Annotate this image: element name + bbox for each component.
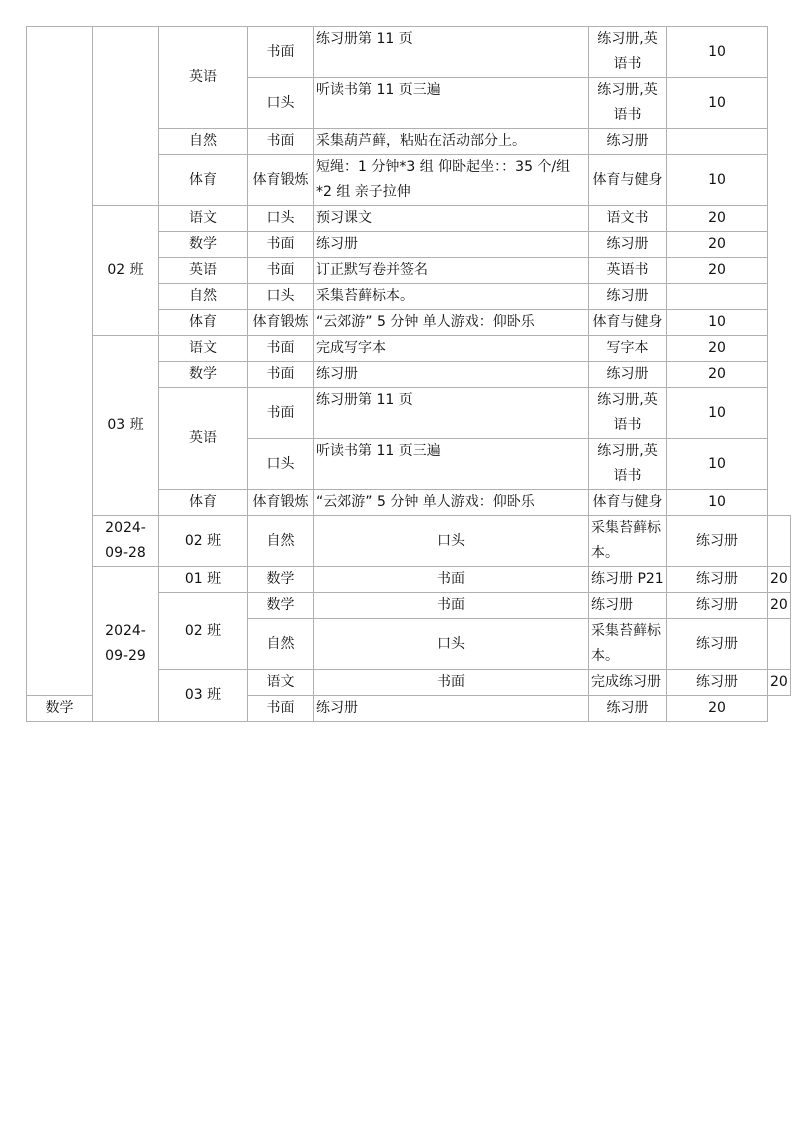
minutes-cell: 10 xyxy=(667,439,768,490)
minutes-cell: 20 xyxy=(667,206,768,232)
subject-cell: 英语 xyxy=(159,388,248,490)
date-cell: 2024-09-28 xyxy=(93,516,159,567)
minutes-cell: 20 xyxy=(667,362,768,388)
minutes-cell: 10 xyxy=(667,155,768,206)
table-row xyxy=(27,27,791,78)
type-cell: 口头 xyxy=(248,78,314,129)
subject-cell: 数学 xyxy=(248,593,314,619)
minutes-cell: 20 xyxy=(768,670,791,696)
homework-table xyxy=(26,26,791,722)
task-cell: 采集葫芦藓，粘贴在活动部分上。 xyxy=(314,129,589,155)
task-cell: 练习册 xyxy=(314,696,589,722)
material-cell: 练习册 xyxy=(667,670,768,696)
type-cell: 体育锻炼 xyxy=(248,310,314,336)
task-cell: 练习册 xyxy=(589,593,667,619)
type-cell: 口头 xyxy=(248,439,314,490)
type-cell: 口头 xyxy=(314,619,589,670)
subject-cell: 自然 xyxy=(248,619,314,670)
table-row xyxy=(27,336,791,362)
material-cell: 练习册 xyxy=(667,619,768,670)
material-cell: 练习册,英语书 xyxy=(589,388,667,439)
task-cell: 短绳：1 分钟*3 组 仰卧起坐：：35 个/组*2 组 亲子拉伸 xyxy=(314,155,589,206)
subject-cell: 语文 xyxy=(248,670,314,696)
material-cell: 英语书 xyxy=(589,258,667,284)
type-cell: 书面 xyxy=(314,670,589,696)
minutes-cell: 20 xyxy=(667,696,768,722)
task-cell: 练习册第 11 页 xyxy=(314,388,589,439)
class-cell xyxy=(93,27,159,206)
material-cell: 练习册 xyxy=(589,232,667,258)
minutes-cell: 10 xyxy=(667,490,768,516)
minutes-cell: 20 xyxy=(768,593,791,619)
task-cell: “云郊游” 5 分钟 单人游戏：仰卧乐 xyxy=(314,490,589,516)
minutes-cell: 20 xyxy=(667,258,768,284)
class-cell: 02 班 xyxy=(159,516,248,567)
task-cell: 听读书第 11 页三遍 xyxy=(314,439,589,490)
type-cell: 书面 xyxy=(248,388,314,439)
class-cell: 01 班 xyxy=(159,567,248,593)
task-cell: 练习册 P21 xyxy=(589,567,667,593)
task-cell: 练习册第 11 页 xyxy=(314,27,589,78)
type-cell: 书面 xyxy=(248,258,314,284)
task-cell: 订正默写卷并签名 xyxy=(314,258,589,284)
minutes-cell: 10 xyxy=(667,310,768,336)
task-cell: 采集苔藓标本。 xyxy=(314,284,589,310)
class-cell: 02 班 xyxy=(93,206,159,336)
material-cell: 练习册 xyxy=(667,593,768,619)
task-cell: 完成写字本 xyxy=(314,336,589,362)
material-cell: 练习册 xyxy=(589,696,667,722)
task-cell: “云郊游” 5 分钟 单人游戏：仰卧乐 xyxy=(314,310,589,336)
material-cell: 语文书 xyxy=(589,206,667,232)
subject-cell: 自然 xyxy=(248,516,314,567)
subject-cell: 自然 xyxy=(159,129,248,155)
class-cell: 03 班 xyxy=(159,670,248,722)
table-row xyxy=(27,567,791,593)
task-cell: 练习册 xyxy=(314,362,589,388)
task-cell: 完成练习册 xyxy=(589,670,667,696)
subject-cell: 英语 xyxy=(159,258,248,284)
material-cell: 练习册,英语书 xyxy=(589,27,667,78)
minutes-cell: 10 xyxy=(667,78,768,129)
subject-cell: 语文 xyxy=(159,206,248,232)
subject-cell: 体育 xyxy=(159,310,248,336)
type-cell: 书面 xyxy=(314,593,589,619)
subject-cell: 体育 xyxy=(159,155,248,206)
type-cell: 书面 xyxy=(248,336,314,362)
minutes-cell xyxy=(667,129,768,155)
type-cell: 口头 xyxy=(248,284,314,310)
material-cell: 练习册 xyxy=(589,129,667,155)
material-cell: 写字本 xyxy=(589,336,667,362)
subject-cell: 数学 xyxy=(159,362,248,388)
minutes-cell: 20 xyxy=(667,336,768,362)
minutes-cell xyxy=(768,619,791,670)
subject-cell: 英语 xyxy=(159,27,248,129)
material-cell: 体育与健身 xyxy=(589,490,667,516)
type-cell: 书面 xyxy=(248,362,314,388)
table-row xyxy=(27,516,791,567)
subject-cell: 数学 xyxy=(248,567,314,593)
material-cell: 练习册 xyxy=(667,516,768,567)
task-cell: 预习课文 xyxy=(314,206,589,232)
minutes-cell: 20 xyxy=(667,232,768,258)
subject-cell: 数学 xyxy=(27,696,93,722)
material-cell: 练习册,英语书 xyxy=(589,78,667,129)
task-cell: 采集苔藓标本。 xyxy=(589,619,667,670)
minutes-cell: 10 xyxy=(667,27,768,78)
type-cell: 体育锻炼 xyxy=(248,490,314,516)
date-cell: 2024-09-29 xyxy=(93,567,159,722)
subject-cell: 数学 xyxy=(159,232,248,258)
material-cell: 练习册 xyxy=(589,362,667,388)
task-cell: 练习册 xyxy=(314,232,589,258)
subject-cell: 自然 xyxy=(159,284,248,310)
subject-cell: 语文 xyxy=(159,336,248,362)
material-cell: 体育与健身 xyxy=(589,155,667,206)
minutes-cell xyxy=(667,284,768,310)
class-cell: 02 班 xyxy=(159,593,248,670)
type-cell: 书面 xyxy=(248,696,314,722)
type-cell: 体育锻炼 xyxy=(248,155,314,206)
class-cell: 03 班 xyxy=(93,336,159,516)
material-cell: 练习册 xyxy=(667,567,768,593)
material-cell: 练习册,英语书 xyxy=(589,439,667,490)
minutes-cell: 20 xyxy=(768,567,791,593)
type-cell: 书面 xyxy=(248,129,314,155)
task-cell: 听读书第 11 页三遍 xyxy=(314,78,589,129)
type-cell: 书面 xyxy=(314,567,589,593)
minutes-cell: 10 xyxy=(667,388,768,439)
type-cell: 书面 xyxy=(248,27,314,78)
task-cell: 采集苔藓标本。 xyxy=(589,516,667,567)
minutes-cell xyxy=(768,516,791,567)
material-cell: 练习册 xyxy=(589,284,667,310)
table-row xyxy=(27,206,791,232)
type-cell: 书面 xyxy=(248,232,314,258)
type-cell: 口头 xyxy=(314,516,589,567)
type-cell: 口头 xyxy=(248,206,314,232)
date-cell xyxy=(27,27,93,696)
material-cell: 体育与健身 xyxy=(589,310,667,336)
subject-cell: 体育 xyxy=(159,490,248,516)
